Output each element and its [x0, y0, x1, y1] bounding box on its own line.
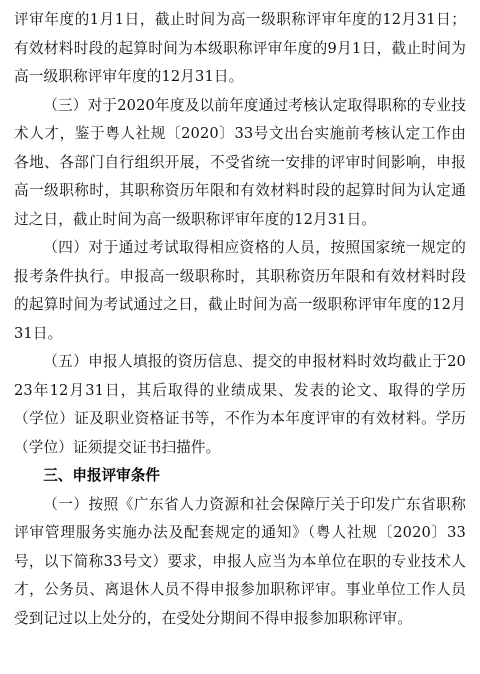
paragraph-condition-1: （一）按照《广东省人力资源和社会保障厅关于印发广东省职称评审管理服务实施办法及配套规定的通知》（粤人社规〔2020〕33号，以下简称33号文）要求，申报人应当为本单位在职的专业技术人才，公务员、离退休人员不得申报参加职称评审。事业单位工作人员受到记过以上处分的，在受处分期间不得申报参加职称评审。 — [14, 495, 466, 627]
paragraph-item-3: （三）对于2020年度及以前年度通过考核认定取得职称的专业技术人才，鉴于粤人社规〔2020〕33号文出台实施前考核认定工作由各地、各部门自行组织开展，不受省统一安排的评审时间影响，申报高一级职称时，其职称资历年限和有效材料时段的起算时间为认定通过之日，截止时间为高一级职称评审年度的12月31日。 — [14, 96, 466, 228]
section-heading: 三、申报评审条件 — [43, 467, 160, 484]
paragraph-item-5: （五）申报人填报的资历信息、提交的申报材料时效均截止于2023年12月31日，其后取得的业绩成果、发表的论文、取得的学历（学位）证及职业资格证书等，不作为本年度评审的有效材料。学历（学位）证须提交证书扫描件。 — [14, 353, 466, 456]
paragraph-item-4: （四）对于通过考试取得相应资格的人员，按照国家统一规定的报考条件执行。申报高一级职称时，其职称资历年限和有效材料时段的起算时间为考试通过之日，截止时间为高一级职称评审年度的12月31日。 — [14, 239, 466, 342]
paragraph-continuation: 评审年度的1月1日，截止时间为高一级职称评审年度的12月31日；有效材料时段的起算时间为本级职称评审年度的9月1日，截止时间为高一级职称评审年度的12月31日。 — [14, 11, 466, 85]
